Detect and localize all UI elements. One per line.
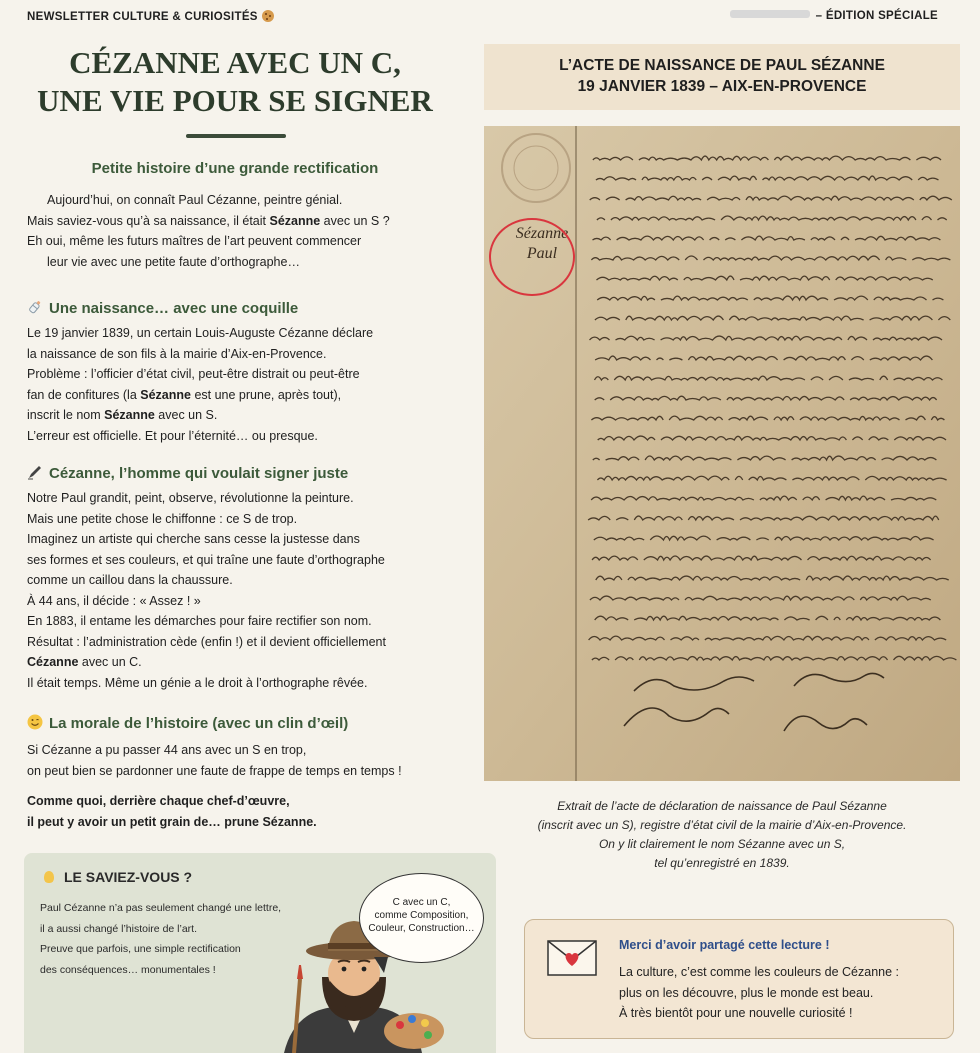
- section-signer-text: Notre Paul grandit, peint, observe, révolutionne la peinture. Mais une petite chose le chiffonne : ce S de trop. Imaginez un artiste qui cherche sans cesse la justesse dans ses formes et ses couleurs, et qui traîne une faute d’orthographe comme un caillou dans la chaussure. À 44 ans, il décide : « Assez ! » En 1883, il entame les démarches pour faire rectifier son nom. Résultat : l’administration cède (enfin !) et il devient officiellement Cézanne avec un C. Il était temps. Même un génie a le droit à l’orthographe rêvée.: [27, 491, 386, 690]
- newsletter-label: NEWSLETTER CULTURE & CURIOSITÉS: [27, 10, 274, 23]
- envelope-heart-icon: [547, 940, 597, 976]
- title-divider: [186, 134, 286, 138]
- birth-certificate-image: [484, 126, 960, 781]
- edition-label: – ÉDITION SPÉCIALE: [730, 10, 938, 22]
- page-title: CÉZANNE AVEC UN C, UNE VIE POUR SE SIGNER: [37, 45, 433, 118]
- document-caption: Extrait de l’acte de déclaration de naissance de Paul Sézanne (inscrit avec un S), registre d’état civil de la mairie d’Aix-en-Provence. On y lit clairement le nom Sézanne avec un S, tel qu’enregistré en 1839.: [537, 799, 907, 870]
- baby-bottle-icon: [27, 299, 43, 315]
- saviez-vous-box: [24, 853, 496, 1053]
- thanks-box: [524, 919, 954, 1039]
- subtitle: Petite histoire d’une grande rectification: [91, 160, 379, 177]
- thanks-title: Merci d’avoir partagé cette lecture !: [619, 938, 830, 952]
- speech-bubble: C avec un C, comme Composition, Couleur, Construction…: [359, 873, 484, 963]
- margin-name: Sézanne Paul: [515, 225, 569, 262]
- intro-paragraph: Aujourd’hui, on connaît Paul Cézanne, peintre génial. Mais saviez-vous qu’à sa naissance, il était Sézanne avec un S ? Eh oui, même les futurs maîtres de l’art peuvent commencer leur vie avec une petite faute d’orthographe…: [27, 193, 390, 269]
- closing-quote: Comme quoi, derrière chaque chef-d’œuvre, il peut y avoir un petit grain de… prune Sézanne.: [27, 794, 317, 829]
- thanks-text: La culture, c’est comme les couleurs de Cézanne : plus on les découvre, plus le monde est beau. À très bientôt pour une nouvelle curiosité !: [619, 965, 899, 1020]
- saviez-vous-title: LE SAVIEZ-VOUS ?: [44, 869, 192, 885]
- lightbulb-icon: [44, 871, 54, 883]
- pen-icon: [27, 464, 43, 480]
- red-highlight-circle: [489, 218, 575, 296]
- document-header: L’ACTE DE NAISSANCE DE PAUL SÉZANNE 19 JANVIER 1839 – AIX-EN-PROVENCE: [484, 44, 960, 110]
- saviez-vous-text: Paul Cézanne n’a pas seulement changé une lettre, il a aussi changé l’histoire de l’art. Preuve que parfois, une simple rectification des conséquences… monumentales !: [40, 902, 282, 976]
- section-morale-text: Si Cézanne a pu passer 44 ans avec un S en trop, on peut bien se pardonner une faute de frappe de temps en temps !: [27, 743, 402, 778]
- speech-bubble-tail: [374, 957, 388, 973]
- cookie-icon: [262, 10, 274, 22]
- section-heading-signer: Cézanne, l’homme qui voulait signer juste: [27, 464, 348, 482]
- section-naissance-text: Le 19 janvier 1839, un certain Louis-Auguste Cézanne déclare la naissance de son fils à la mairie d’Aix-en-Provence. Problème : l’officier d’état civil, peut-être distrait ou peut-être fan de confitures (la Sézanne est une prune, après tout), inscrit le nom Sézanne avec un S. L’erreur est officielle. Et pour l’éternité… ou presque.: [27, 326, 374, 443]
- top-bar: [27, 10, 938, 28]
- section-heading-naissance: Une naissance… avec une coquille: [27, 299, 298, 317]
- smiley-icon: [27, 714, 43, 730]
- section-heading-morale: La morale de l’histoire (avec un clin d’œil): [27, 714, 348, 732]
- redacted-text: [730, 10, 810, 18]
